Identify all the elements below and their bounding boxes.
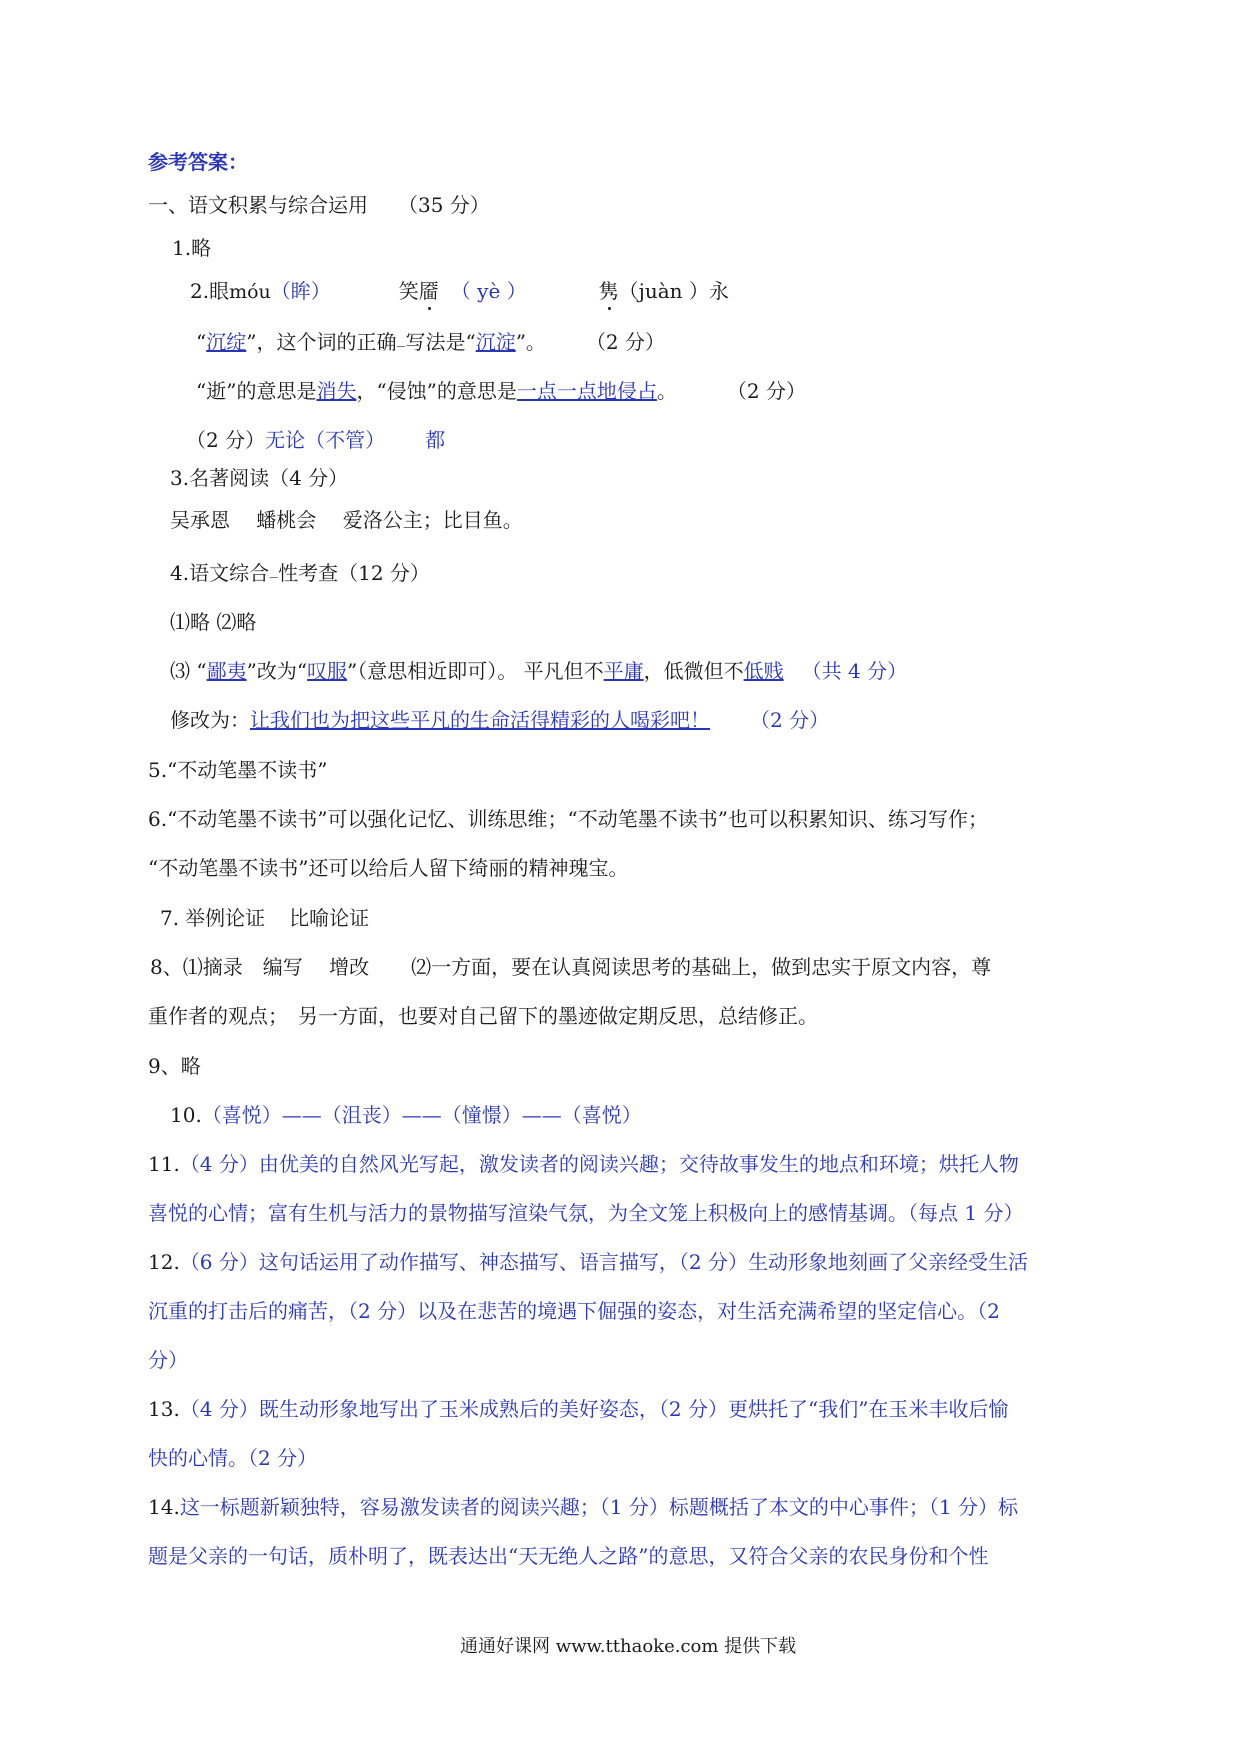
q12-line-2: 沉重的打击后的痛苦，（2 分）以及在悲苦的境遇下倔强的姿态，对生活充满希望的坚定信心。（2 [148,1299,1000,1323]
q2-answer-1: （眸） [270,279,331,303]
q11-num: 11. [148,1152,180,1176]
q4-title [170,561,430,590]
q2c-p3: 。 [656,379,677,403]
q4-title-b: 性考查（12 分） [278,561,430,585]
q5: 5.“不动笔墨不读书” [148,758,328,782]
q7-answer-2: 比喻论证 [289,906,370,930]
q7-num: 7. [160,906,180,930]
q13-line-2: 快的心情。（2 分） [148,1446,318,1470]
q4-l3-word-3: 平庸 [603,659,644,683]
q12-line-1 [148,1250,1028,1274]
q13-num: 13. [148,1397,180,1421]
q4-modify-label: 修改为： [170,708,250,732]
q14-line-1 [148,1495,1018,1519]
q12-answer-1: （6 分）这句话运用了动作描写、神态描写、语言描写，（2 分）生动形象地刻画了父亲经受生活 [179,1250,1028,1274]
q6-line-1: 6.“不动笔墨不读书”可以强化记忆、训练思维；“不动笔墨不读书”也可以积累知识、练习写作； [148,807,988,831]
q2b-mark: — [396,342,406,352]
q2d-answer-2: 都 [425,428,446,452]
q12-num: 12. [148,1250,180,1274]
q2-word-2b: 靥 [418,279,439,303]
q2b-wrong-word: 沉绽 [206,330,247,354]
q2-correction-line [196,330,665,359]
q3-answer: 吴承恩 蟠桃会 爱洛公主；比目鱼。 [170,508,523,532]
q2-word-2a: 笑 [398,279,419,303]
q11-answer-1: （4 分）由优美的自然风光写起，激发读者的阅读兴趣；交待故事发生的地点和环境；烘托人物 [179,1152,1019,1176]
q2c-p2: ，“侵蚀”的意思是 [356,379,517,403]
q2-pinyin-1: móu [229,281,271,303]
q2b-score: （2 分） [585,330,666,354]
q4-title-mark: — [269,573,279,583]
q11-line-2: 喜悦的心情；富有生机与活力的景物描写渲染气氛，为全文笼上积极向上的感情基调。（每点 1 分） [148,1201,1024,1225]
q4-l3-word-2: 叹服 [307,659,348,683]
q8-line-2: 重作者的观点； 另一方面，也要对自己留下的墨迹做定期反思，总结修正。 [148,1004,818,1028]
q8-part-1: 8、⑴摘录 编写 增改 [150,955,370,979]
q2b-quote: “ [196,330,207,354]
q2b-mid2: 写法是“ [405,330,476,354]
q4-modify-score: （2 分） [750,708,830,732]
q4-modify-text: 让我们也为把这些平凡的生命活得精彩的人喝彩吧！ [250,708,710,732]
q4-l3-score: （共 4 分） [801,659,908,683]
q2-pinyin-line [190,279,729,304]
q2c-answer-1: 消失 [316,379,357,403]
q7-answer-1: 举例论证 [185,906,266,930]
q4-modify-line [170,708,829,732]
q4-l3-word-1: 鄙夷 [206,659,247,683]
q10-num: 10. [170,1103,202,1127]
q1: 1.略 [172,236,212,260]
q2c-answer-2: 一点一点地侵占 [516,379,657,403]
q3-title: 3.名著阅读（4 分） [170,466,349,490]
footer: 通通好课网 www.tthaoke.com 提供下载 [460,1636,797,1657]
q11-line-1 [148,1152,1019,1176]
q2-answer-2: （ yè ） [450,279,527,303]
q8-part-2: ⑵一方面，要在认真阅读思考的基础上，做到忠实于原文内容，尊 [411,955,992,979]
q2-prefix: 2.眼 [190,279,230,303]
q10-answer: （喜悦）——（沮丧）——（憧憬）——（喜悦） [201,1103,642,1127]
q13-line-1 [148,1397,1008,1421]
q4-l3-a: ⑶ “ [170,659,207,683]
q4-l3-word-4: 低贱 [743,659,784,683]
q2-connective-line [186,428,445,452]
section-1-title-text: 一、语文积累与综合运用 [148,193,368,217]
answer-heading: 参考答案： [148,150,248,174]
q4-line-1: ⑴略 ⑵略 [170,610,257,634]
q4-l3-c: ”（意思相近即可）。 平凡但不 [347,659,604,683]
q7 [160,906,369,930]
q2-meaning-line [196,379,806,403]
q6-line-2: “不动笔墨不读书”还可以给后人留下绮丽的精神瑰宝。 [148,856,629,880]
q4-title-a: 4.语文综合 [170,561,270,585]
q12-line-3: 分） [148,1348,188,1372]
q2d-score: （2 分） [186,428,266,452]
q4-l3-b: ”改为“ [246,659,308,683]
q2d-answer-1: 无论（不管） [265,428,386,452]
q10 [170,1103,642,1127]
q8-line-1 [150,955,991,979]
q14-line-2: 题是父亲的一句话，质朴明了，既表达出“天无绝人之路”的意思，又符合父亲的农民身份和个性 [148,1544,989,1568]
q4-line-3 [170,659,907,683]
q2b-mid: ”，这个词的正确 [246,330,397,354]
q9: 9、略 [148,1054,201,1078]
q2c-score: （2 分） [726,379,806,403]
q13-answer-1: （4 分）既生动形象地写出了玉米成熟后的美好姿态，（2 分）更烘托了“我们”在玉米丰收后愉 [179,1397,1009,1421]
q2-answer-3: （juàn ）永 [618,279,729,303]
q2b-end: ”。 [515,330,546,354]
q4-l3-d: ，低微但不 [643,659,744,683]
section-1-score: （35 分） [398,193,490,217]
q14-answer-1: 这一标题新颖独特，容易激发读者的阅读兴趣；（1 分）标题概括了本文的中心事件；（1 分）标 [179,1495,1018,1519]
section-1-title [148,193,490,217]
q2c-p1: “逝”的意思是 [196,379,317,403]
q2-word-3: 隽 [598,279,619,303]
q14-num: 14. [148,1495,180,1519]
q2b-correct-word: 沉淀 [475,330,516,354]
